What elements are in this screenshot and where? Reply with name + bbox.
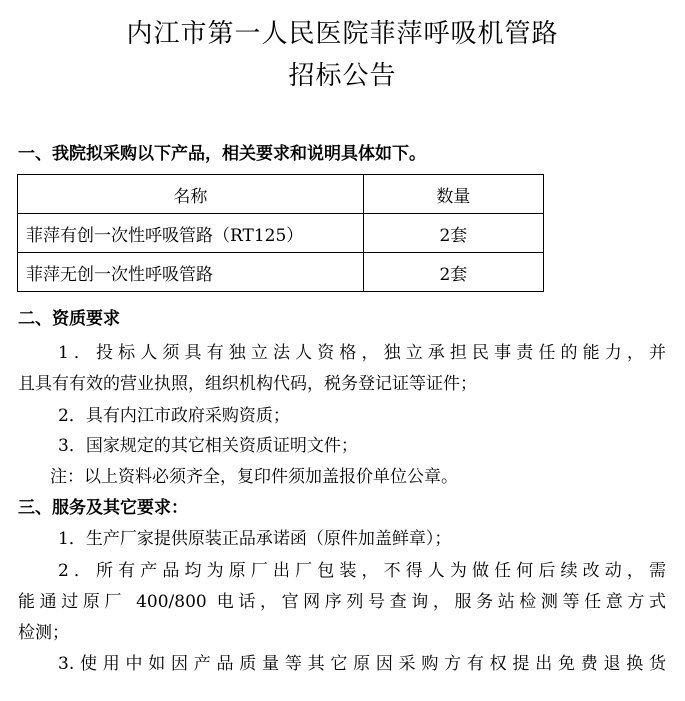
- column-header-quantity: 数量: [363, 175, 543, 214]
- service-item-3-line-1: 3.使用中如因产品质量等其它原因采购方有权提出免费退换货: [58, 654, 666, 674]
- table-header-row: [18, 175, 544, 214]
- product-name-cell: 菲萍无创一次性呼吸管路: [18, 253, 364, 292]
- table-row: [18, 253, 544, 292]
- qualification-note: 注：以上资料必须齐全，复印件须加盖报价单位公章。: [50, 467, 458, 487]
- service-item-1: 1．生产厂家提供原装正品承诺函（原件加盖鲜章）；: [58, 529, 452, 549]
- document-subtitle: 招标公告: [288, 61, 397, 91]
- qualification-item-1-line-2: 且具有有效的营业执照，组织机构代码，税务登记证等证件；: [18, 374, 477, 394]
- section-3-heading: 三、服务及其它要求：: [18, 498, 188, 518]
- section-2-heading: 二、资质要求: [18, 309, 120, 329]
- product-quantity-cell: 2套: [363, 214, 543, 253]
- table-row: [18, 214, 544, 253]
- qualification-item-2: 2．具有内江市政府采购资质；: [58, 406, 290, 426]
- document-title: 内江市第一人民医院菲萍呼吸机管路: [126, 19, 559, 49]
- service-item-2-line-2: 能通过原厂 400/800 电话，官网序列号查询，服务站检测等任意方式: [18, 592, 666, 612]
- service-item-2-line-3: 检测；: [18, 623, 69, 643]
- column-header-name: 名称: [18, 175, 364, 214]
- qualification-item-3: 3．国家规定的其它相关资质证明文件；: [58, 436, 358, 456]
- product-table: [17, 174, 544, 292]
- product-quantity-cell: 2套: [363, 253, 543, 292]
- service-item-2-line-1: 2．所有产品均为原厂出厂包装，不得人为做任何后续改动，需: [58, 561, 666, 581]
- qualification-item-1-line-1: 1．投标人须具有独立法人资格，独立承担民事责任的能力，并: [58, 343, 666, 363]
- section-1-heading: 一、我院拟采购以下产品，相关要求和说明具体如下。: [18, 144, 426, 164]
- product-name-cell: 菲萍有创一次性呼吸管路（RT125）: [18, 214, 364, 253]
